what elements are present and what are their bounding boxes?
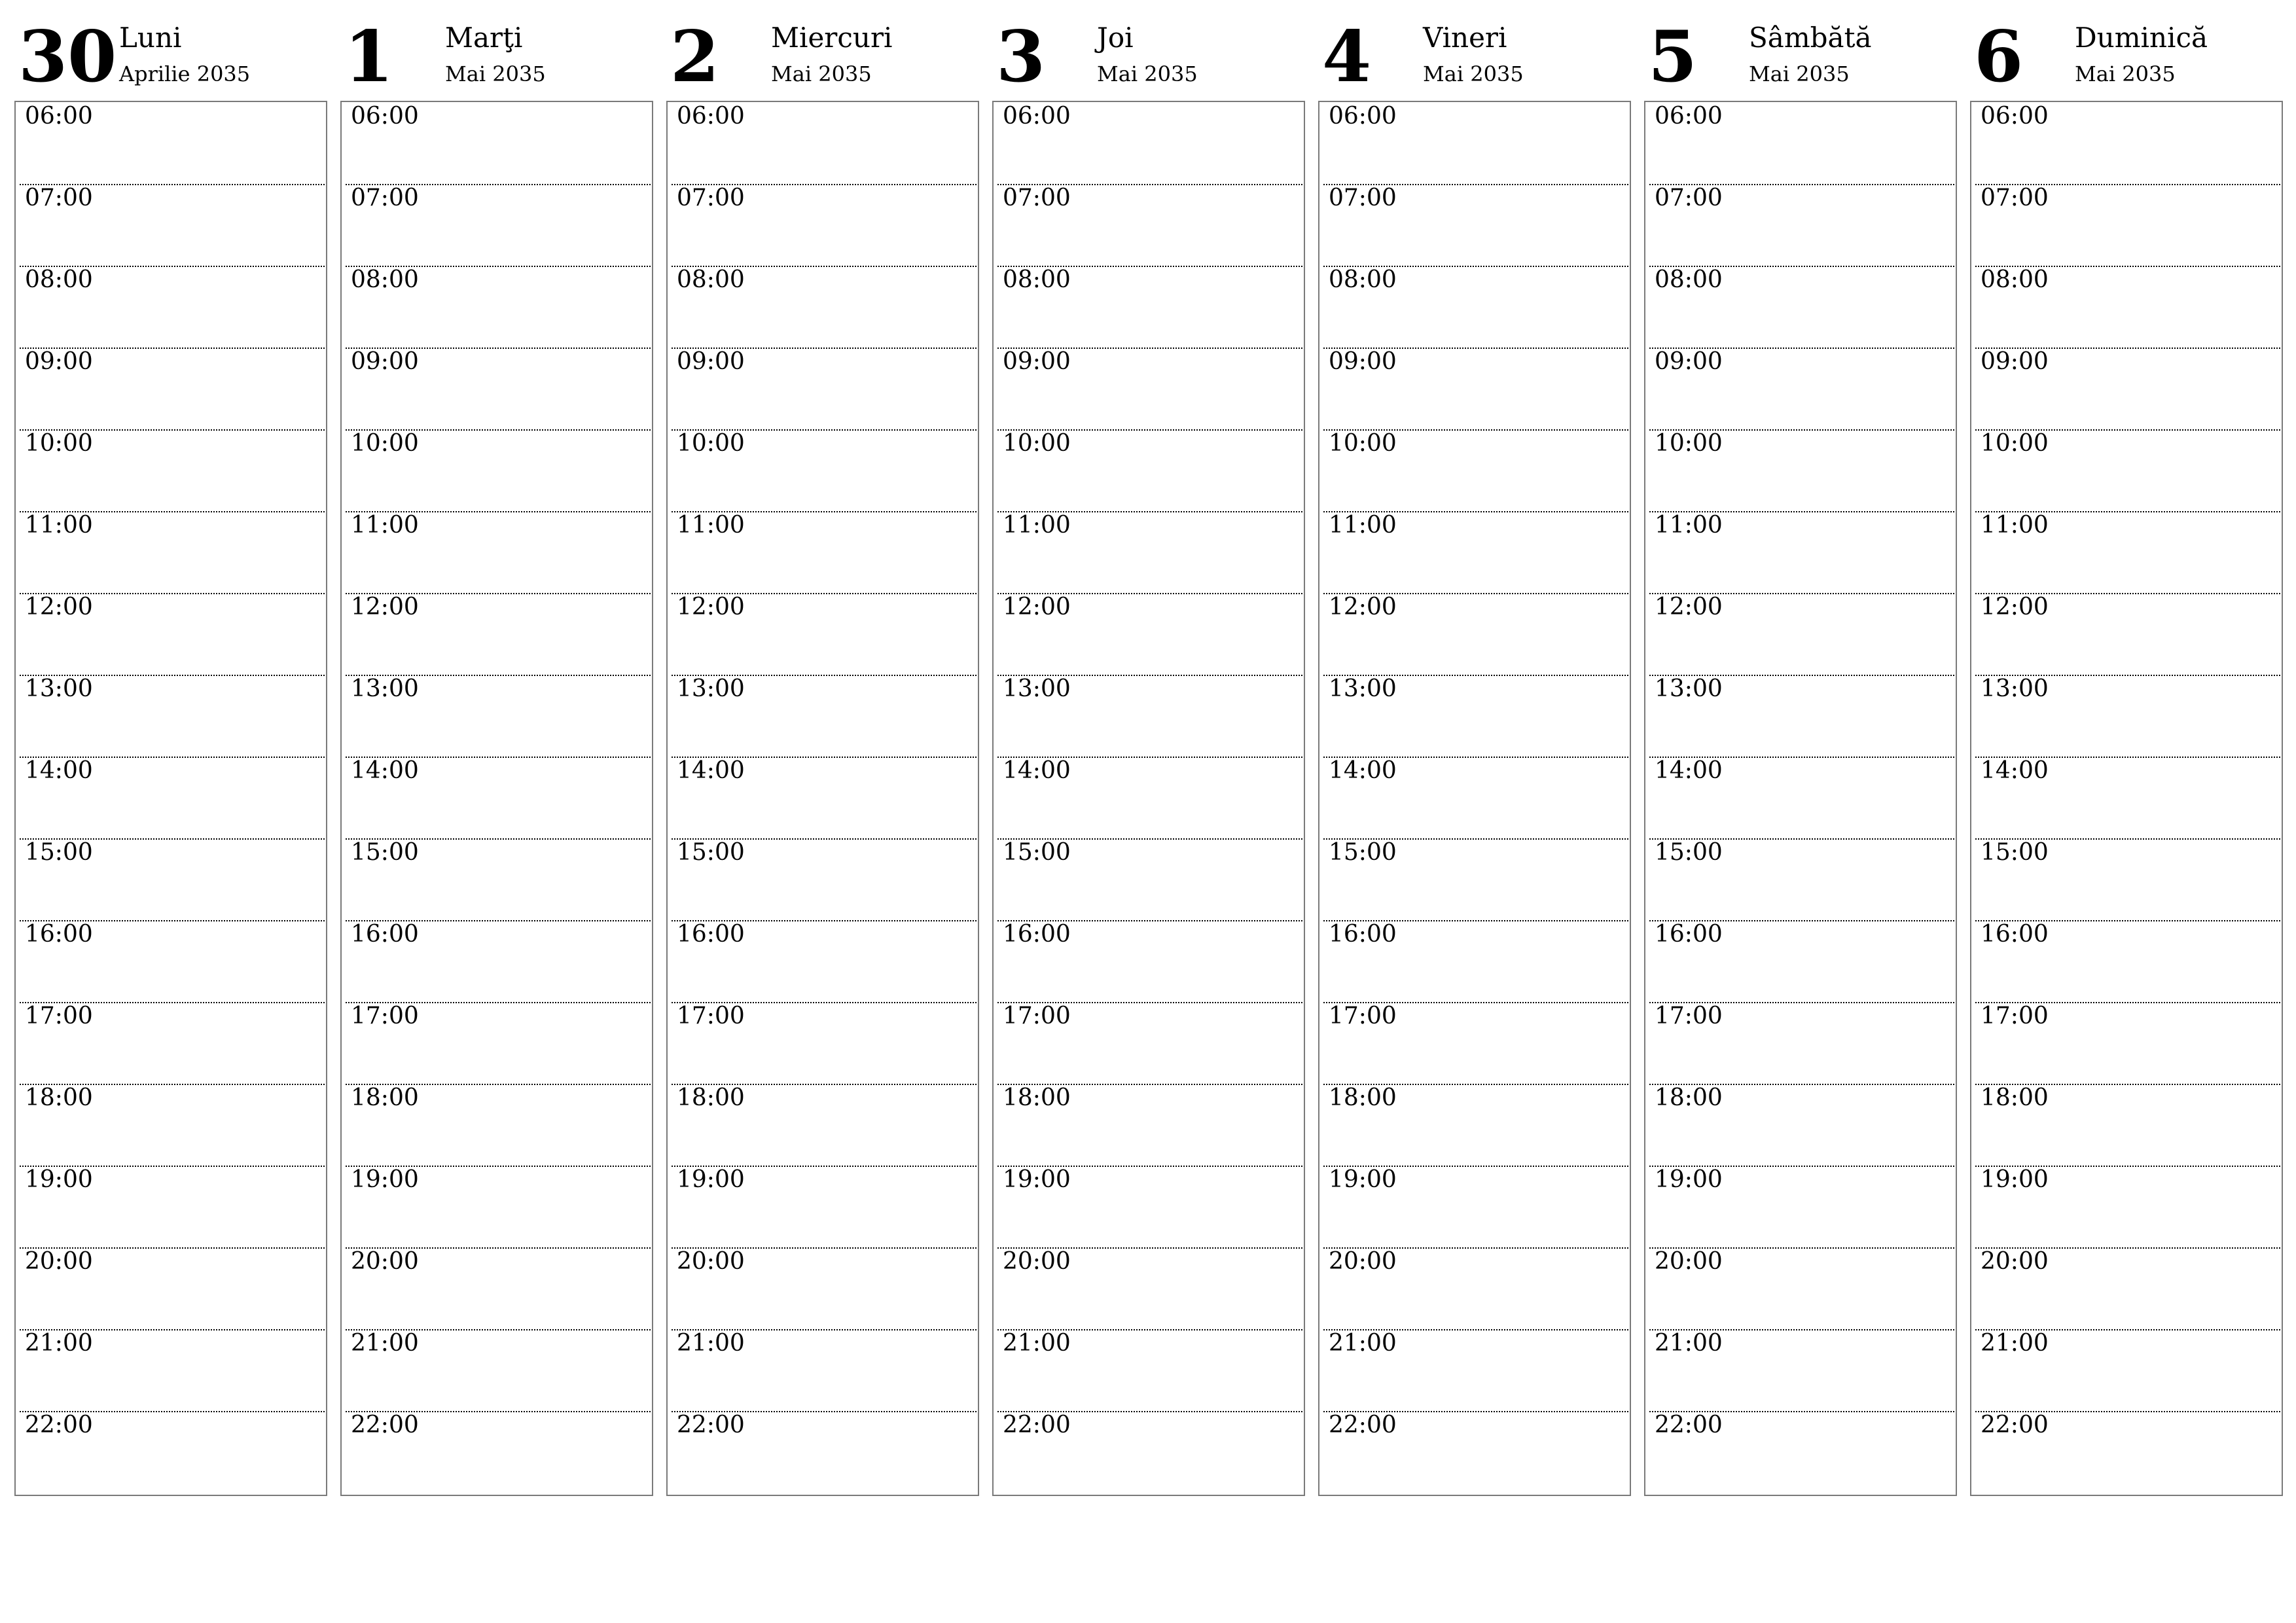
- day-number: 6: [1974, 16, 2024, 98]
- day-schedule-box: [666, 101, 979, 1496]
- hour-slot: [1649, 266, 1954, 349]
- hour-slot: [346, 266, 651, 349]
- hour-slot: [1323, 348, 1628, 431]
- hour-slot: [997, 593, 1302, 676]
- hour-label: 20:00: [677, 1248, 745, 1275]
- hour-slot: [1975, 102, 2280, 185]
- hour-slot: [346, 184, 651, 267]
- hour-label: 16:00: [1003, 921, 1071, 948]
- hour-slot: [346, 593, 651, 676]
- hour-slot: [346, 1002, 651, 1085]
- hour-slot: [1649, 429, 1954, 512]
- hour-slot: [672, 102, 977, 185]
- day-schedule-box: [992, 101, 1305, 1496]
- hour-label: 06:00: [25, 103, 93, 130]
- hour-label: 17:00: [1981, 1003, 2049, 1029]
- hour-label: 07:00: [1329, 185, 1397, 211]
- hour-slot: [997, 838, 1302, 921]
- hour-slot: [20, 593, 325, 676]
- day-header: [666, 0, 979, 98]
- hour-slot: [997, 1411, 1302, 1493]
- hour-label: 20:00: [1329, 1248, 1397, 1275]
- hour-label: 19:00: [1329, 1166, 1397, 1193]
- hour-label: 18:00: [351, 1084, 419, 1111]
- hour-label: 10:00: [677, 430, 745, 457]
- hour-label: 10:00: [1329, 430, 1397, 457]
- hour-slot: [1649, 838, 1954, 921]
- hour-label: 14:00: [351, 757, 419, 784]
- day-header: [340, 0, 653, 98]
- hour-slot: [1649, 920, 1954, 1003]
- month-year: Mai 2035: [1749, 62, 1850, 86]
- hour-slot: [1649, 1084, 1954, 1167]
- hour-label: 19:00: [1981, 1166, 2049, 1193]
- hour-slot: [1649, 593, 1954, 676]
- hour-slot: [1975, 1166, 2280, 1249]
- hour-label: 06:00: [351, 103, 419, 130]
- hour-label: 12:00: [677, 594, 745, 620]
- hour-label: 15:00: [25, 839, 93, 866]
- hour-label: 14:00: [1003, 757, 1071, 784]
- hour-label: 08:00: [1329, 266, 1397, 293]
- hour-slot: [997, 429, 1302, 512]
- hour-label: 07:00: [351, 185, 419, 211]
- hour-label: 11:00: [1981, 512, 2049, 539]
- hour-label: 11:00: [1003, 512, 1071, 539]
- hour-slot: [672, 1329, 977, 1412]
- hour-slot: [672, 675, 977, 758]
- hour-label: 17:00: [677, 1003, 745, 1029]
- hour-slot: [1649, 1166, 1954, 1249]
- hour-slot: [672, 184, 977, 267]
- hour-label: 15:00: [677, 839, 745, 866]
- hour-label: 21:00: [1655, 1330, 1723, 1357]
- hour-label: 15:00: [1655, 839, 1723, 866]
- hour-slot: [1323, 1002, 1628, 1085]
- hour-label: 22:00: [677, 1412, 745, 1438]
- hour-slot: [1649, 511, 1954, 594]
- hour-slot: [346, 1247, 651, 1330]
- hour-label: 08:00: [351, 266, 419, 293]
- hour-slot: [20, 1166, 325, 1249]
- month-year: Aprilie 2035: [119, 62, 251, 86]
- hour-label: 21:00: [677, 1330, 745, 1357]
- hour-slot: [346, 675, 651, 758]
- hour-label: 17:00: [1003, 1003, 1071, 1029]
- hour-label: 20:00: [1003, 1248, 1071, 1275]
- hour-slot: [20, 102, 325, 185]
- hour-slot: [672, 511, 977, 594]
- hour-slot: [1323, 1084, 1628, 1167]
- hour-label: 16:00: [1329, 921, 1397, 948]
- hour-slot: [346, 757, 651, 840]
- hour-slot: [20, 1329, 325, 1412]
- hour-slot: [20, 920, 325, 1003]
- hour-slot: [672, 757, 977, 840]
- hour-label: 15:00: [1003, 839, 1071, 866]
- hour-slot: [672, 593, 977, 676]
- day-header: [1644, 0, 1957, 98]
- hour-label: 16:00: [351, 921, 419, 948]
- hour-slot: [672, 1247, 977, 1330]
- hour-label: 13:00: [351, 675, 419, 702]
- hour-label: 08:00: [1981, 266, 2049, 293]
- hour-label: 16:00: [677, 921, 745, 948]
- hour-label: 09:00: [677, 348, 745, 375]
- day-header: [992, 0, 1305, 98]
- day-number: 2: [670, 16, 720, 98]
- hour-label: 11:00: [351, 512, 419, 539]
- day-number: 4: [1322, 16, 1372, 98]
- hour-label: 22:00: [25, 1412, 93, 1438]
- hour-slot: [346, 429, 651, 512]
- hour-slot: [346, 102, 651, 185]
- hour-label: 19:00: [677, 1166, 745, 1193]
- hour-slot: [1323, 1411, 1628, 1493]
- hour-slot: [1323, 838, 1628, 921]
- hour-slot: [20, 184, 325, 267]
- hour-slot: [20, 1411, 325, 1493]
- hour-label: 12:00: [1329, 594, 1397, 620]
- hour-label: 13:00: [1003, 675, 1071, 702]
- hour-slot: [997, 1084, 1302, 1167]
- hour-slot: [346, 1411, 651, 1493]
- hour-label: 13:00: [1329, 675, 1397, 702]
- hour-slot: [1323, 675, 1628, 758]
- hour-label: 12:00: [1981, 594, 2049, 620]
- hour-label: 11:00: [25, 512, 93, 539]
- hour-label: 22:00: [1329, 1412, 1397, 1438]
- hour-slot: [1975, 1002, 2280, 1085]
- hour-label: 20:00: [25, 1248, 93, 1275]
- hour-label: 06:00: [1655, 103, 1723, 130]
- hour-slot: [1323, 511, 1628, 594]
- hour-label: 21:00: [351, 1330, 419, 1357]
- hour-slot: [1975, 1329, 2280, 1412]
- hour-label: 18:00: [1655, 1084, 1723, 1111]
- hour-label: 14:00: [25, 757, 93, 784]
- hour-label: 21:00: [1329, 1330, 1397, 1357]
- hour-label: 13:00: [677, 675, 745, 702]
- hour-slot: [20, 757, 325, 840]
- hour-label: 16:00: [1655, 921, 1723, 948]
- weekday-name: Duminică: [2075, 22, 2208, 54]
- weekday-name: Miercuri: [771, 22, 893, 54]
- hour-label: 14:00: [1981, 757, 2049, 784]
- hour-label: 17:00: [25, 1003, 93, 1029]
- hour-slot: [672, 1411, 977, 1493]
- hour-label: 16:00: [25, 921, 93, 948]
- hour-slot: [672, 1002, 977, 1085]
- hour-label: 07:00: [25, 185, 93, 211]
- hour-label: 14:00: [1329, 757, 1397, 784]
- hour-slot: [20, 429, 325, 512]
- hour-label: 21:00: [1003, 1330, 1071, 1357]
- hour-label: 20:00: [1655, 1248, 1723, 1275]
- day-number: 3: [996, 16, 1046, 98]
- day-number: 5: [1648, 16, 1698, 98]
- hour-slot: [1975, 184, 2280, 267]
- month-year: Mai 2035: [1097, 62, 1198, 86]
- hour-slot: [20, 1002, 325, 1085]
- day-schedule-box: [1318, 101, 1631, 1496]
- hour-slot: [1649, 1329, 1954, 1412]
- hour-slot: [672, 348, 977, 431]
- hour-label: 18:00: [1003, 1084, 1071, 1111]
- hour-label: 12:00: [351, 594, 419, 620]
- hour-label: 13:00: [1981, 675, 2049, 702]
- hour-slot: [20, 675, 325, 758]
- hour-label: 08:00: [25, 266, 93, 293]
- hour-slot: [997, 1329, 1302, 1412]
- hour-slot: [1323, 266, 1628, 349]
- hour-label: 09:00: [1003, 348, 1071, 375]
- month-year: Mai 2035: [771, 62, 872, 86]
- hour-label: 16:00: [1981, 921, 2049, 948]
- hour-slot: [997, 266, 1302, 349]
- hour-slot: [1649, 102, 1954, 185]
- hour-slot: [1975, 920, 2280, 1003]
- hour-slot: [1649, 1247, 1954, 1330]
- hour-label: 10:00: [1981, 430, 2049, 457]
- hour-slot: [1975, 1247, 2280, 1330]
- hour-slot: [1649, 675, 1954, 758]
- hour-label: 09:00: [1981, 348, 2049, 375]
- hour-slot: [20, 348, 325, 431]
- hour-label: 07:00: [1981, 185, 2049, 211]
- hour-slot: [1649, 184, 1954, 267]
- hour-slot: [997, 102, 1302, 185]
- hour-label: 10:00: [25, 430, 93, 457]
- hour-slot: [1323, 757, 1628, 840]
- hour-slot: [1975, 429, 2280, 512]
- hour-label: 06:00: [677, 103, 745, 130]
- hour-slot: [346, 511, 651, 594]
- hour-label: 17:00: [351, 1003, 419, 1029]
- hour-slot: [1323, 593, 1628, 676]
- hour-slot: [672, 1084, 977, 1167]
- hour-label: 21:00: [25, 1330, 93, 1357]
- hour-label: 18:00: [1981, 1084, 2049, 1111]
- hour-label: 22:00: [1003, 1412, 1071, 1438]
- hour-slot: [672, 1166, 977, 1249]
- month-year: Mai 2035: [1423, 62, 1524, 86]
- hour-slot: [1649, 757, 1954, 840]
- hour-label: 08:00: [1003, 266, 1071, 293]
- hour-label: 19:00: [1655, 1166, 1723, 1193]
- hour-slot: [997, 184, 1302, 267]
- hour-label: 17:00: [1329, 1003, 1397, 1029]
- day-schedule-box: [1970, 101, 2283, 1496]
- hour-label: 17:00: [1655, 1003, 1723, 1029]
- month-year: Mai 2035: [2075, 62, 2176, 86]
- hour-slot: [1323, 1166, 1628, 1249]
- hour-slot: [346, 1166, 651, 1249]
- hour-slot: [346, 348, 651, 431]
- hour-slot: [997, 1002, 1302, 1085]
- hour-slot: [1975, 593, 2280, 676]
- hour-slot: [346, 1084, 651, 1167]
- month-year: Mai 2035: [445, 62, 546, 86]
- hour-slot: [1323, 429, 1628, 512]
- hour-label: 19:00: [1003, 1166, 1071, 1193]
- hour-slot: [1649, 1411, 1954, 1493]
- hour-label: 19:00: [351, 1166, 419, 1193]
- hour-slot: [997, 1166, 1302, 1249]
- day-header: [1318, 0, 1631, 98]
- hour-slot: [672, 838, 977, 921]
- hour-slot: [1975, 838, 2280, 921]
- hour-label: 09:00: [1655, 348, 1723, 375]
- hour-slot: [346, 838, 651, 921]
- hour-label: 10:00: [351, 430, 419, 457]
- hour-slot: [1649, 1002, 1954, 1085]
- hour-slot: [997, 1247, 1302, 1330]
- hour-label: 20:00: [1981, 1248, 2049, 1275]
- hour-slot: [1975, 675, 2280, 758]
- hour-label: 22:00: [1981, 1412, 2049, 1438]
- hour-label: 08:00: [677, 266, 745, 293]
- hour-slot: [20, 838, 325, 921]
- hour-label: 20:00: [351, 1248, 419, 1275]
- hour-slot: [346, 1329, 651, 1412]
- hour-slot: [672, 266, 977, 349]
- hour-label: 15:00: [351, 839, 419, 866]
- weekday-name: Marţi: [445, 22, 523, 54]
- weekday-name: Sâmbătă: [1749, 22, 1872, 54]
- hour-label: 11:00: [1329, 512, 1397, 539]
- day-header: [14, 0, 327, 98]
- hour-label: 19:00: [25, 1166, 93, 1193]
- hour-slot: [997, 348, 1302, 431]
- hour-slot: [1975, 1411, 2280, 1493]
- hour-slot: [1975, 1084, 2280, 1167]
- hour-slot: [1649, 348, 1954, 431]
- hour-label: 10:00: [1003, 430, 1071, 457]
- hour-label: 07:00: [677, 185, 745, 211]
- hour-label: 08:00: [1655, 266, 1723, 293]
- hour-label: 22:00: [351, 1412, 419, 1438]
- hour-label: 18:00: [677, 1084, 745, 1111]
- hour-label: 10:00: [1655, 430, 1723, 457]
- weekday-name: Vineri: [1423, 22, 1507, 54]
- hour-label: 12:00: [25, 594, 93, 620]
- hour-label: 12:00: [1655, 594, 1723, 620]
- hour-label: 11:00: [677, 512, 745, 539]
- hour-label: 18:00: [1329, 1084, 1397, 1111]
- weekday-name: Luni: [119, 22, 182, 54]
- hour-label: 09:00: [1329, 348, 1397, 375]
- hour-slot: [1323, 184, 1628, 267]
- hour-label: 13:00: [1655, 675, 1723, 702]
- hour-slot: [997, 511, 1302, 594]
- hour-label: 13:00: [25, 675, 93, 702]
- hour-slot: [1323, 920, 1628, 1003]
- hour-slot: [20, 511, 325, 594]
- weekday-name: Joi: [1097, 22, 1134, 54]
- hour-label: 15:00: [1329, 839, 1397, 866]
- hour-slot: [997, 757, 1302, 840]
- day-number: 1: [344, 16, 394, 98]
- hour-slot: [346, 920, 651, 1003]
- hour-label: 06:00: [1329, 103, 1397, 130]
- hour-label: 15:00: [1981, 839, 2049, 866]
- hour-label: 22:00: [1655, 1412, 1723, 1438]
- day-schedule-box: [14, 101, 327, 1496]
- hour-slot: [1323, 1329, 1628, 1412]
- hour-slot: [1323, 1247, 1628, 1330]
- hour-slot: [1975, 757, 2280, 840]
- day-schedule-box: [340, 101, 653, 1496]
- hour-slot: [997, 675, 1302, 758]
- day-header: [1970, 0, 2283, 98]
- hour-slot: [672, 429, 977, 512]
- hour-label: 11:00: [1655, 512, 1723, 539]
- hour-slot: [1323, 102, 1628, 185]
- hour-slot: [20, 266, 325, 349]
- hour-slot: [1975, 511, 2280, 594]
- hour-label: 21:00: [1981, 1330, 2049, 1357]
- hour-slot: [672, 920, 977, 1003]
- hour-slot: [20, 1247, 325, 1330]
- hour-label: 09:00: [351, 348, 419, 375]
- hour-label: 14:00: [677, 757, 745, 784]
- hour-label: 07:00: [1003, 185, 1071, 211]
- day-schedule-box: [1644, 101, 1957, 1496]
- hour-slot: [997, 920, 1302, 1003]
- hour-label: 12:00: [1003, 594, 1071, 620]
- hour-label: 14:00: [1655, 757, 1723, 784]
- hour-label: 18:00: [25, 1084, 93, 1111]
- hour-slot: [1975, 266, 2280, 349]
- day-number: 30: [18, 16, 117, 98]
- hour-label: 07:00: [1655, 185, 1723, 211]
- hour-label: 09:00: [25, 348, 93, 375]
- hour-label: 06:00: [1003, 103, 1071, 130]
- hour-slot: [20, 1084, 325, 1167]
- hour-slot: [1975, 348, 2280, 431]
- hour-label: 06:00: [1981, 103, 2049, 130]
